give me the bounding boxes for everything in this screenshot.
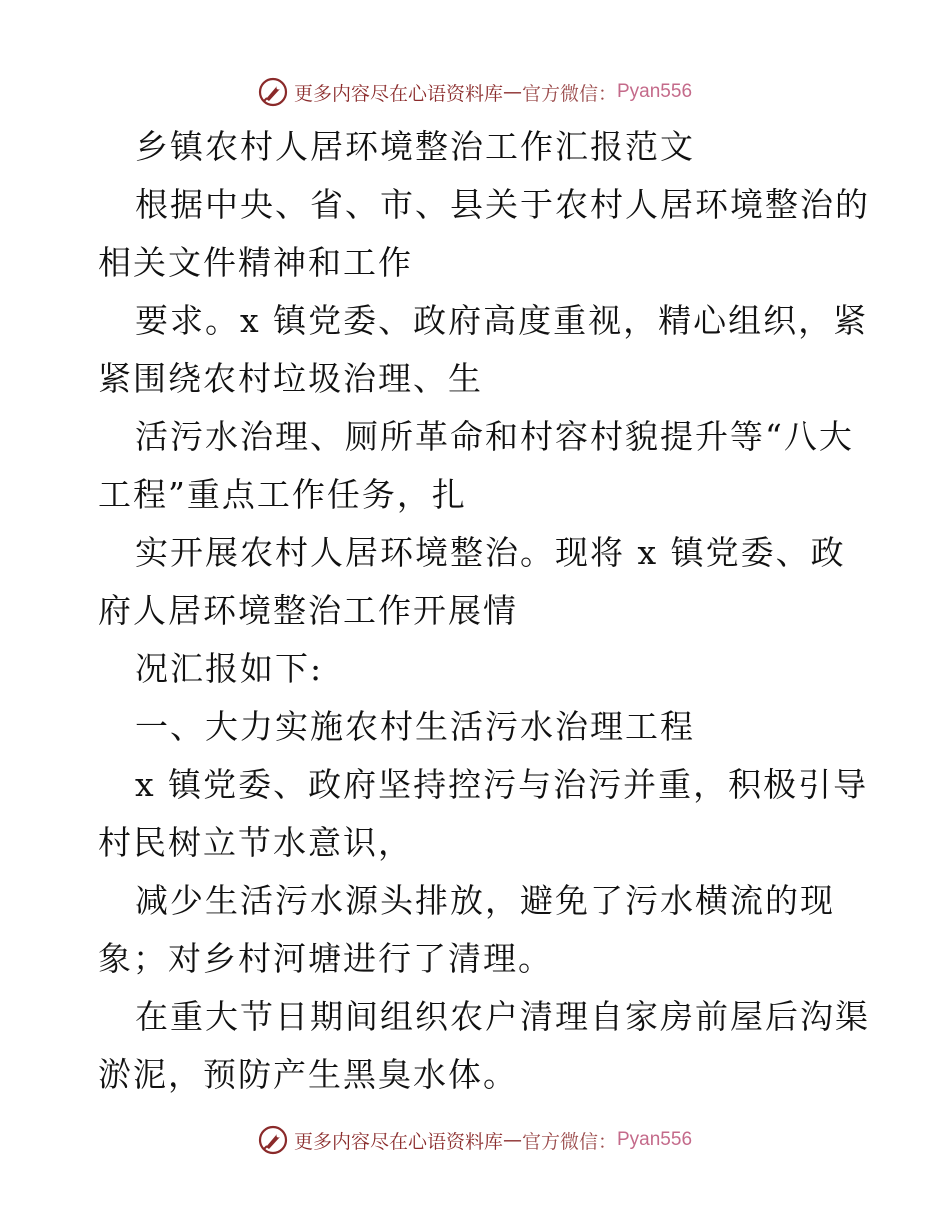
watermark-wechat-label: 官方微信： — [521, 1130, 617, 1153]
watermark-separator: — — [502, 81, 522, 103]
document-body — [98, 118, 870, 1104]
watermark-wechat-label: 官方微信： — [521, 82, 617, 105]
watermark-wechat-id: Pyan556 — [617, 81, 693, 102]
header-watermark — [0, 72, 950, 112]
section-heading: 一、大力实施农村生活污水治理工程 — [135, 707, 695, 746]
paragraph-line: 况汇报如下: — [135, 649, 324, 688]
document-title: 乡镇农村人居环境整治工作汇报范文 — [135, 127, 695, 166]
paragraph-line: 要求。x 镇党委、政府高度重视，精心组织，紧 — [135, 301, 869, 340]
paragraph-line: 相关文件精神和工作 — [98, 243, 413, 282]
paragraph-line: 根据中央、省、市、县关于农村人居环境整治的 — [135, 185, 870, 224]
pen-nib-logo-icon — [258, 77, 288, 107]
pen-nib-logo-icon — [258, 1125, 288, 1155]
paragraph-line: 村民树立节水意识， — [98, 823, 413, 862]
watermark-separator: — — [502, 1129, 522, 1151]
paragraph-line: 工程”重点工作任务，扎 — [98, 475, 467, 514]
footer-watermark — [0, 1120, 950, 1160]
watermark-wechat-id: Pyan556 — [617, 1129, 693, 1150]
paragraph-line: 紧围绕农村垃圾治理、生 — [98, 359, 483, 398]
paragraph-line: 淤泥，预防产生黑臭水体。 — [98, 1055, 518, 1094]
paragraph-line: 实开展农村人居环境整治。现将 x 镇党委、政 — [135, 533, 846, 572]
paragraph-line: 减少生活污水源头排放，避免了污水横流的现 — [135, 881, 835, 920]
watermark-site-text: 更多内容尽在心语资料库 — [293, 82, 503, 105]
paragraph-line: 府人居环境整治工作开展情 — [98, 591, 518, 630]
watermark-site-text: 更多内容尽在心语资料库 — [293, 1130, 503, 1153]
paragraph-line: 在重大节日期间组织农户清理自家房前屋后沟渠 — [135, 997, 870, 1036]
paragraph-line: 象；对乡村河塘进行了清理。 — [98, 939, 553, 978]
paragraph-line: x 镇党委、政府坚持控污与治污并重，积极引导 — [135, 765, 869, 804]
paragraph-line: 活污水治理、厕所革命和村容村貌提升等“八大 — [135, 417, 854, 456]
